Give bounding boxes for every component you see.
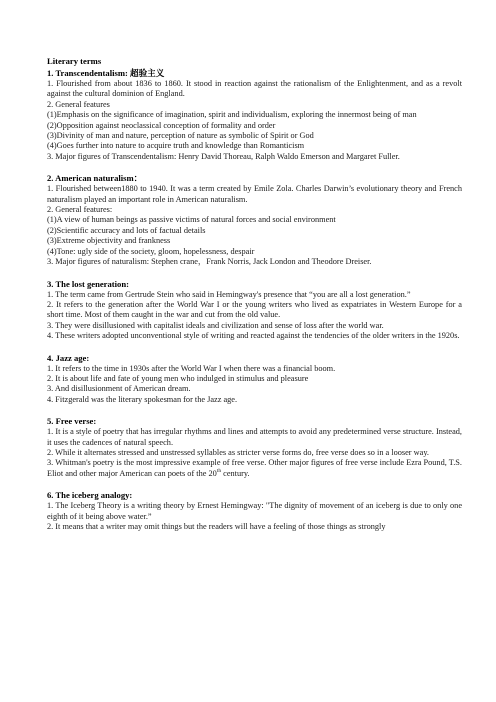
section-heading: 2. American naturalism： <box>47 173 143 184</box>
paragraph-item: (3)Divinity of man and nature, perception of nature as symbolic of Spirit or God <box>47 131 314 141</box>
paragraph-item: 1. It is a style of poetry that has irregular rhythms and lines and attempts to avoid any predetermined verse structure. Instead, it uses the cadences of natural speech. <box>47 427 462 447</box>
paragraph-item: (1)Emphasis on the significance of imagination, spirit and individualism, exploring the innermost being of man <box>47 110 417 120</box>
section <box>47 416 462 479</box>
paragraph-item: 1. The Iceberg Theory is a writing theory by Ernest Hemingway: "The dignity of movement of an iceberg is due to only one eighth of it being above water.” <box>47 501 462 521</box>
section <box>47 490 462 532</box>
paragraph-item: 1. Flourished from about 1836 to 1860. It stood in reaction against the rationalism of the Enlightenment, and as a revolt against the cultural dominion of England. <box>47 79 462 99</box>
paragraph-item: 2. It means that a writer may omit things but the readers will have a feeling of those things as strongly <box>47 522 386 531</box>
paragraph-item: 2. General features <box>47 99 110 109</box>
paragraph-item: 1. The term came from Gertrude Stein who said in Hemingway's presence that “you are all a lost generation.” <box>47 289 411 299</box>
paragraph-item: (3)Extreme objectivity and frankness <box>47 236 171 246</box>
paragraph-item: 2. It refers to the generation after the World War I or the young writers who lived as expatriates in Western Europe for a short time. Most of them caught in the war and cut from the old value. <box>47 299 462 320</box>
section-heading: 5. Free verse: <box>47 416 97 427</box>
ordinal-suffix: th <box>216 468 222 475</box>
section-heading: 3. The lost generation: <box>47 278 129 289</box>
paragraph-item: (4)Goes further into nature to acquire truth and knowledge than Romanticism <box>47 141 305 151</box>
paragraph-item: 4. These writers adopted unconventional style of writing and reacted against the tendencies of the older writers in the 1920s. <box>47 331 460 341</box>
section-heading: 6. The iceberg analogy: <box>47 490 133 501</box>
paragraph-item: 2. It is about life and fate of young men who indulged in stimulus and pleasure <box>47 373 309 383</box>
paragraph-item: 3. Major figures of Transcendentalism: Henry David Thoreau, Ralph Waldo Emerson and Margaret Fuller. <box>47 151 400 161</box>
paragraph-item: 1. Flourished between1880 to 1940. It was a term created by Emile Zola. Charles Darwin’s evolutionary theory and French naturalism played an important role in American naturalism. <box>47 184 462 204</box>
paragraph-item: 3. Whitman's poetry is the most impressive example of free verse. Other major figures of free verse include Ezra Pound, T.S. Eliot and other major American can poets of the 20th century. <box>47 458 462 478</box>
section-heading: 1. Transcendentalism: 超验主义 <box>47 68 165 78</box>
paragraph-item: 3. Major figures of naturalism: Stephen crane，Frank Norris, Jack London and Theodore Dreiser. <box>47 257 372 267</box>
paragraph-item: (2)Scientific accuracy and lots of factual details <box>47 225 206 235</box>
paragraph-item: 4. Fitzgerald was the literary spokesman for the Jazz age. <box>47 394 238 404</box>
section <box>47 353 462 406</box>
paragraph-item: 3. They were disillusioned with capitalist ideals and civilization and sense of loss after the world war. <box>47 320 384 330</box>
paragraph-item: (2)Opposition against neoclassical conception of formality and order <box>47 120 276 130</box>
section <box>47 173 462 267</box>
section <box>47 68 462 162</box>
paragraph-item: (1)A view of human beings as passive victims of natural forces and social environment <box>47 215 336 225</box>
sections-container <box>47 68 462 532</box>
paragraph-item: (4)Tone: ugly side of the society, gloom, hopelessness, despair <box>47 246 255 256</box>
paragraph-item: 2. While it alternates stressed and unstressed syllables as stricter verse forms do, free verse does so in a looser way. <box>47 447 430 457</box>
paragraph-item: 2. General features: <box>47 205 113 215</box>
document-title: Literary terms <box>47 56 102 66</box>
paragraph-item: 3. And disillusionment of American dream. <box>47 384 191 394</box>
paragraph-item: 1. It refers to the time in 1930s after the World War I when there was a financial boom. <box>47 363 336 373</box>
section-heading: 4. Jazz age: <box>47 352 90 363</box>
section <box>47 279 462 342</box>
